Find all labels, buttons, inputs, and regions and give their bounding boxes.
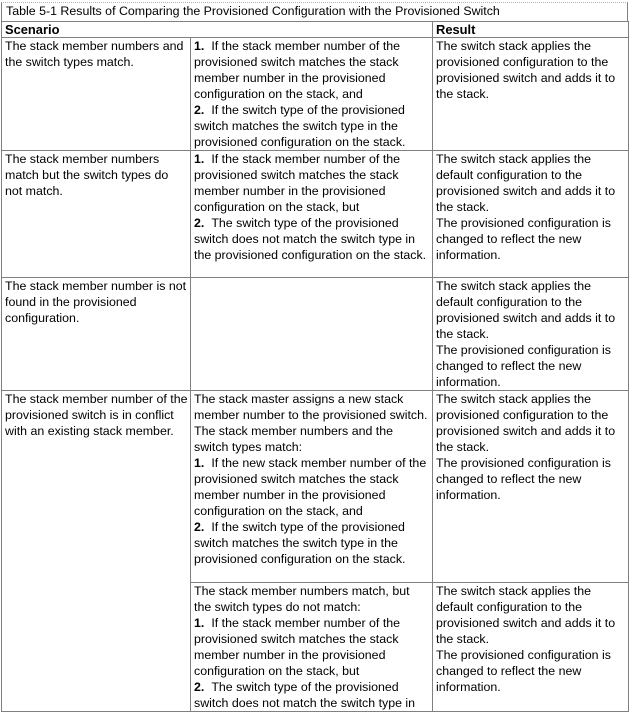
result-cell: The switch stack applies the default configuration to the provisioned switch and adds it to the stack. The provisioned configuration is changed to reflect the new information. bbox=[433, 278, 629, 391]
scenario-cell: The stack member numbers and the switch types match. bbox=[2, 38, 191, 151]
comparison-table bbox=[1, 21, 629, 712]
result-cell: The switch stack applies the default configuration to the provisioned switch and adds it to the stack. The provisioned configuration is changed to reflect the new information. bbox=[433, 151, 629, 278]
table-row bbox=[2, 38, 629, 151]
condition-cell: The stack member numbers match, but the switch types do not match: 1. If the stack member number of the provisioned switch matches the stack member number in the provisioned configuration on the stack, but 2. The switch type of the provisioned switch does not match the switch type in bbox=[191, 583, 433, 712]
scenario-column-header: Scenario bbox=[2, 22, 433, 38]
table-row bbox=[2, 151, 629, 278]
condition-cell: 1. If the stack member number of the provisioned switch matches the stack member number in the provisioned configuration on the stack, and 2. If the switch type of the provisioned switch matches the switch type in the provisioned configuration on the stack. bbox=[191, 38, 433, 151]
header-row bbox=[2, 22, 629, 38]
scenario-cell: The stack member number of the provisioned switch is in conflict with an existing stack member. bbox=[2, 391, 191, 712]
scenario-cell: The stack member number is not found in the provisioned configuration. bbox=[2, 278, 191, 391]
result-cell: The switch stack applies the provisioned configuration to the provisioned switch and adds it to the stack. The provisioned configuration is changed to reflect the new information. bbox=[433, 391, 629, 583]
table-title: Table 5-1 Results of Comparing the Provisioned Configuration with the Provisioned Switch bbox=[1, 2, 628, 21]
scenario-cell: The stack member numbers match but the switch types do not match. bbox=[2, 151, 191, 278]
table-row bbox=[2, 391, 629, 583]
result-cell: The switch stack applies the default configuration to the provisioned switch and adds it to the stack. The provisioned configuration is changed to reflect the new information. bbox=[433, 583, 629, 712]
result-column-header: Result bbox=[433, 22, 629, 38]
result-cell: The switch stack applies the provisioned configuration to the provisioned switch and adds it to the stack. bbox=[433, 38, 629, 151]
condition-cell: The stack master assigns a new stack member number to the provisioned switch. The stack member numbers and the switch types match: 1. If the new stack member number of the provisioned switch matches the stack member number in the provisioned configuration on the stack, and 2. If the switch type of the provisioned switch matches the switch type in the provisioned configuration on the stack. bbox=[191, 391, 433, 583]
condition-cell bbox=[191, 278, 433, 391]
table-row bbox=[2, 278, 629, 391]
condition-cell: 1. If the stack member number of the provisioned switch matches the stack member number in the provisioned configuration on the stack, but 2. The switch type of the provisioned switch does not match the switch type in the provisioned configuration on the stack. bbox=[191, 151, 433, 278]
